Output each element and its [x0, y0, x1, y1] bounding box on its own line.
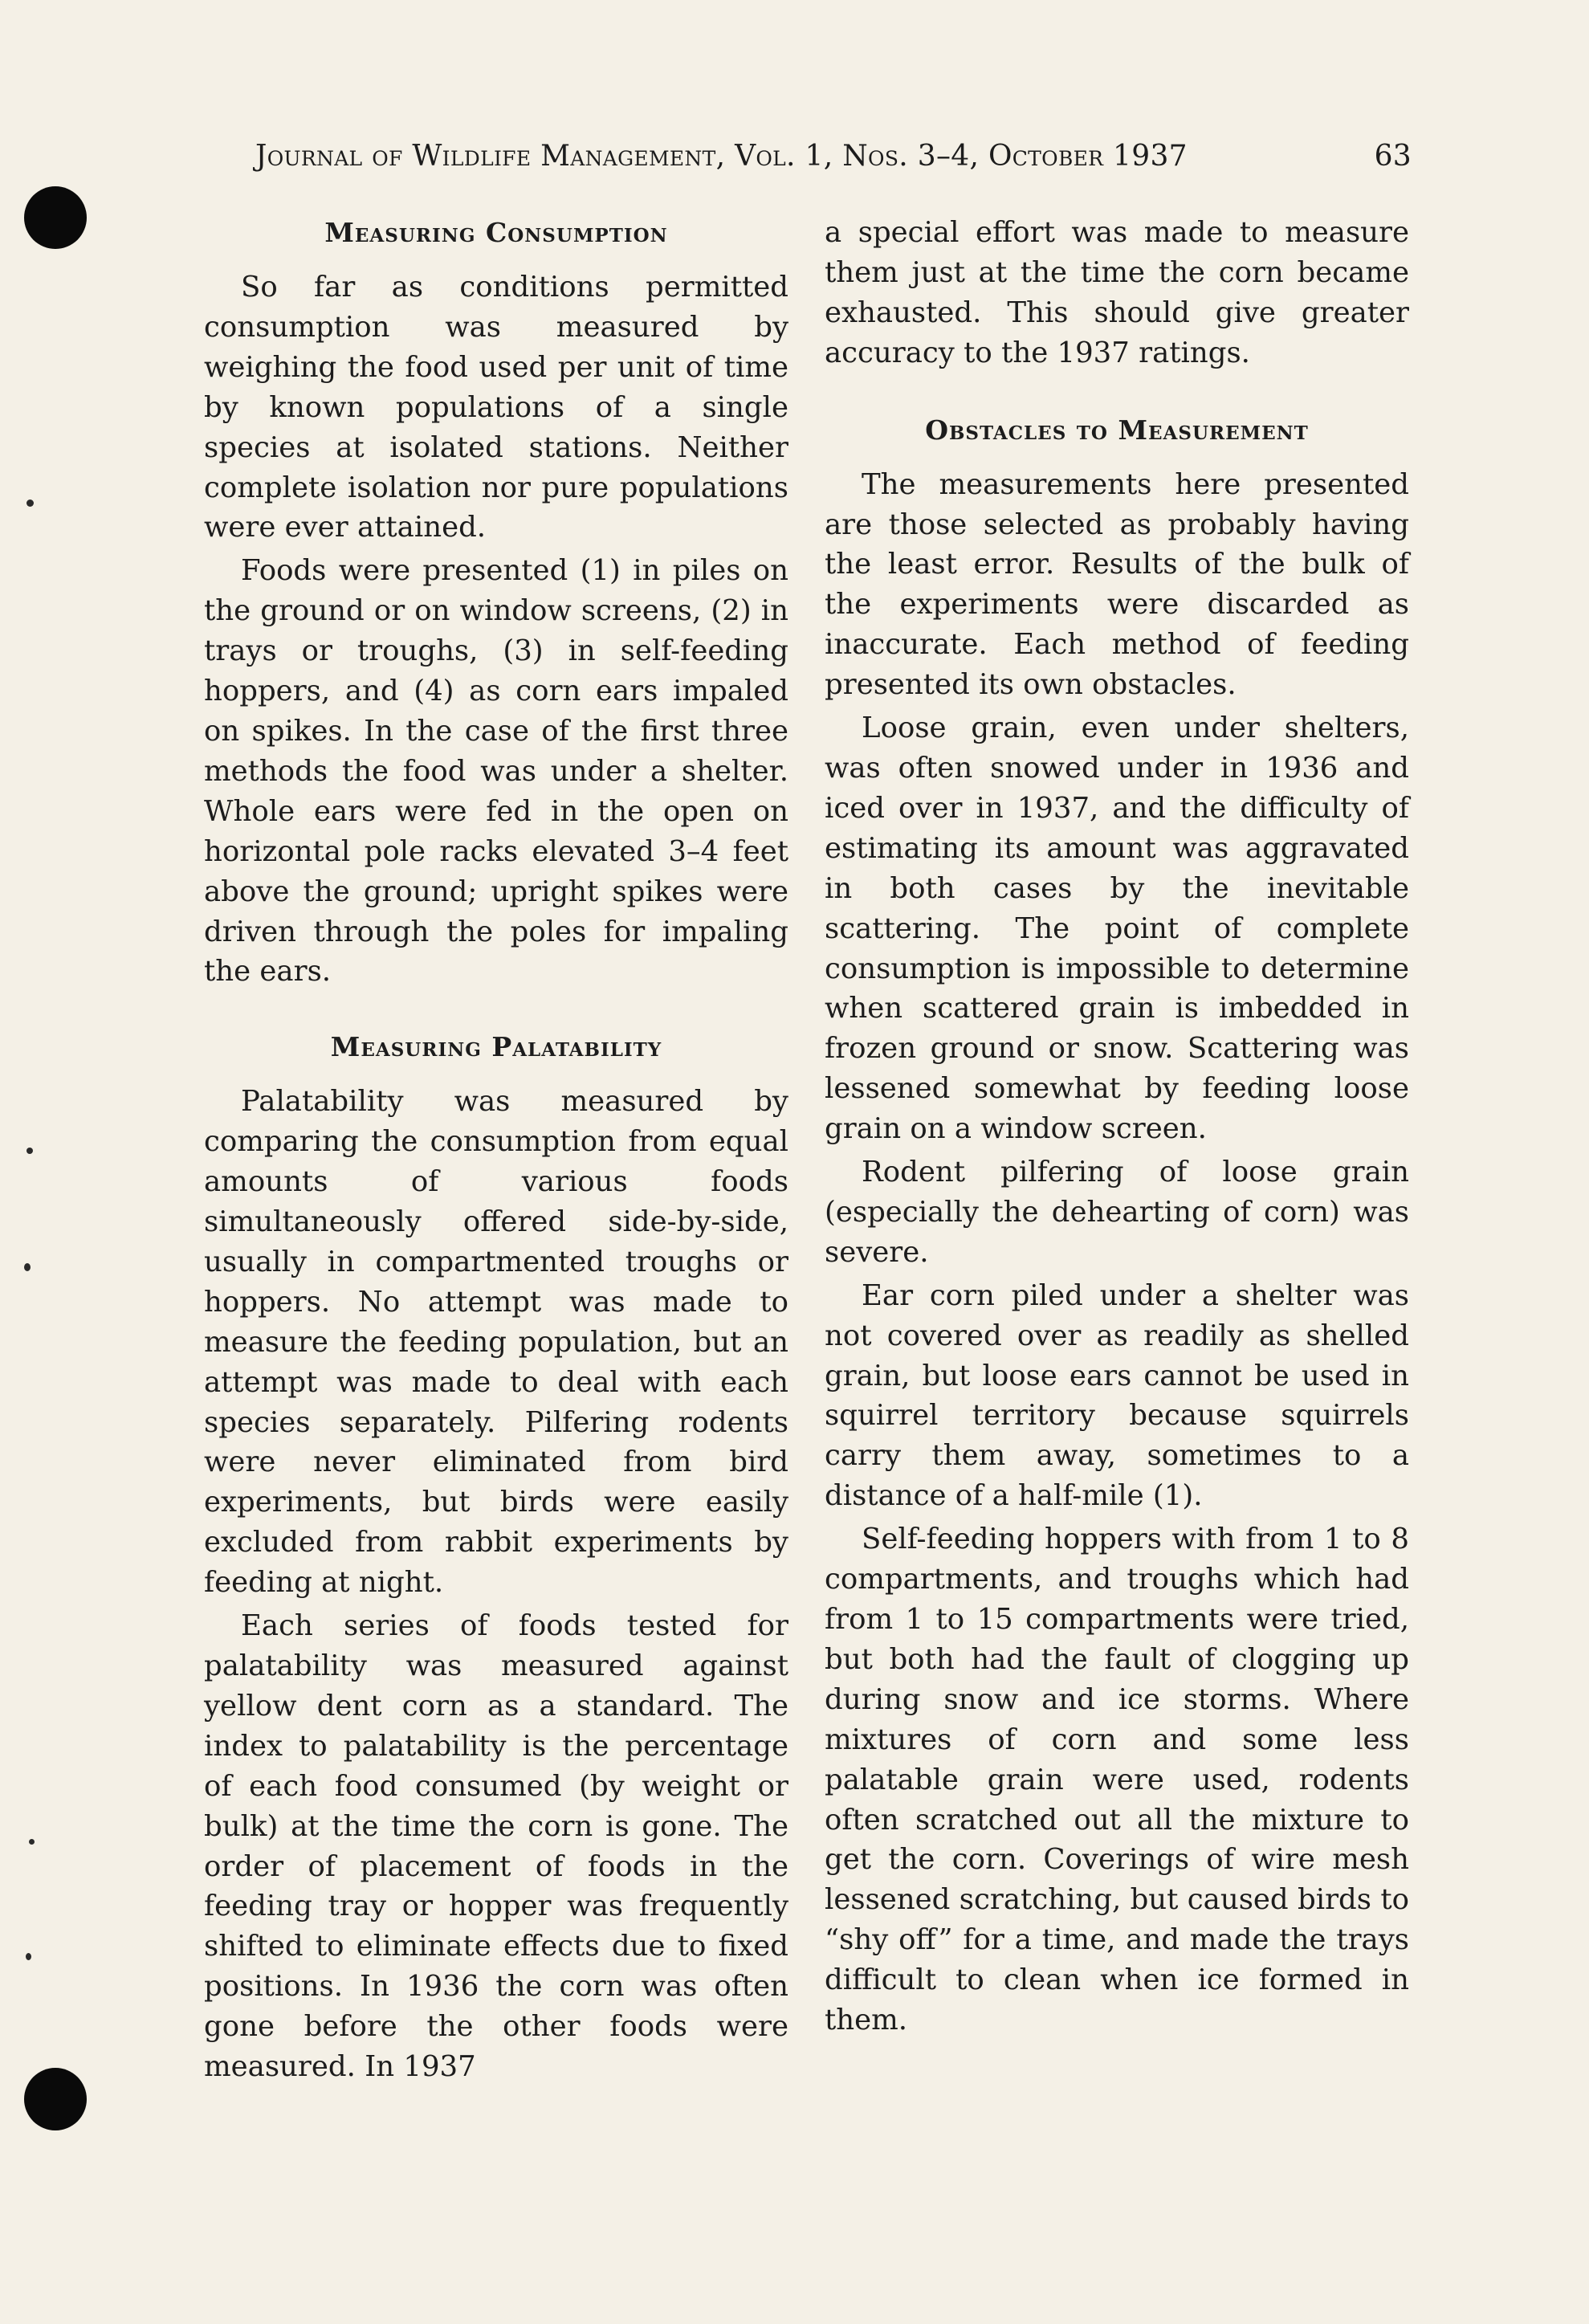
paragraph: The measurements here presented are those selected as probably having the least error. Results of the bulk of the experiments were discarded as inaccurate. Each method of feeding presented its own obstacles.	[825, 467, 1409, 702]
paragraph: So far as conditions permitted consumption was measured by weighing the food used per unit of time by known populations of a single species at isolated stations. Neither complete isolation nor pure populations were ever attained.	[204, 271, 788, 544]
paragraph: Foods were presented (1) in piles on the ground or on window screens, (2) in trays or troughs, (3) in self-feeding hoppers, and (4) as corn ears impaled on spikes. In the case of the first three methods the food was under a shelter. Whole ears were fed in the open on horizontal pole racks elevated 3–4 feet above the ground; upright spikes were driven through the poles for impaling the ears.	[204, 554, 788, 989]
paragraph: Ear corn piled under a shelter was not covered over as readily as shelled grain, but loose ears cannot be used in squirrel territory because squirrels carry them away, sometimes to a distance of a half-mile (1).	[825, 1278, 1409, 1513]
paragraph: Rodent pilfering of loose grain (especially the dehearting of corn) was severe.	[825, 1156, 1409, 1269]
paragraph-continued: a special effort was made to measure them just at the time the corn became exhausted. This should give greater accuracy to the 1937 ratings.	[825, 216, 1409, 369]
right-column	[825, 213, 1409, 2041]
page-number: 63	[1374, 140, 1412, 173]
margin-speck	[24, 1263, 31, 1271]
heading-obstacles-to-measurement: Obstacles to Measurement	[925, 414, 1309, 446]
heading-measuring-consumption: Measuring Consumption	[324, 217, 668, 248]
heading-measuring-palatability: Measuring Palatability	[330, 1031, 662, 1063]
paragraph: Each series of foods tested for palatability was measured against yellow dent corn as a standard. The index to palatability is the percentage of each food consumed (by weight or bulk) at the time the corn is gone. The order of placement of foods in the feeding tray or hopper was frequently shifted to eliminate effects due to fixed positions. In 1936 the corn was often gone before the other foods were measured. In 1937	[204, 1609, 788, 2084]
paragraph: Loose grain, even under shelters, was often snowed under in 1936 and iced over in 1937, and the difficulty of estimating its amount was aggravated in both cases by the inevitable scattering. The point of complete consumption is impossible to determine when scattered grain is imbedded in frozen ground or snow. Scattering was lessened somewhat by feeding loose grain on a window screen.	[825, 711, 1409, 1146]
running-head	[255, 140, 1412, 173]
paragraph: Self-feeding hoppers with from 1 to 8 compartments, and troughs which had from 1 to 15 compartments were tried, but both had the fault of clogging up during snow and ice storms. Where mixtures of corn and some less palatable grain were used, rodents often scratched out all the mixture to get the corn. Coverings of wire mesh lessened scratching, but caused birds to “shy off” for a time, and made the trays difficult to clean when ice formed in them.	[825, 1523, 1409, 2037]
left-column	[204, 213, 788, 2087]
punch-hole-top	[24, 186, 87, 249]
paragraph: Palatability was measured by comparing the consumption from equal amounts of various foods simultaneously offered side-by-side, usually in compartmented troughs or hoppers. No attempt was made to measure the feeding population, but an attempt was made to deal with each species separately. Pilfering rodents were never eliminated from bird experiments, but birds were easily excluded from rabbit experiments by feeding at night.	[204, 1085, 788, 1600]
punch-hole-bottom	[24, 2068, 87, 2130]
journal-citation: Journal of Wildlife Management, Vol. 1, Nos. 3–4, October 1937	[255, 140, 1188, 173]
margin-speck	[26, 1953, 31, 1960]
margin-speck	[29, 1839, 35, 1845]
margin-speck	[26, 1148, 33, 1154]
margin-speck	[26, 499, 34, 507]
